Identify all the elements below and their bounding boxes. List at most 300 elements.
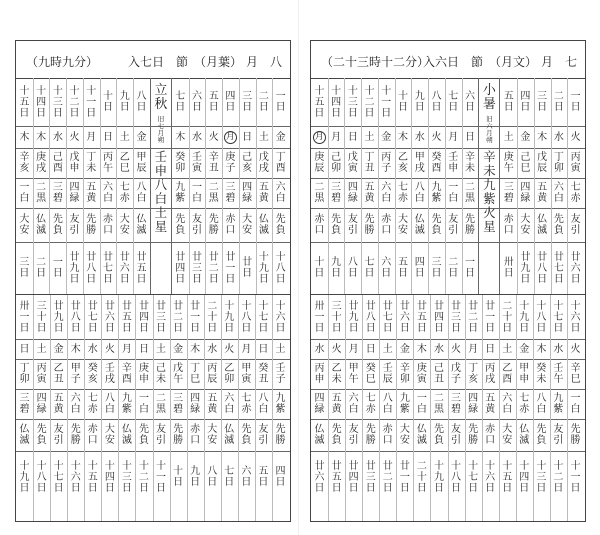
weekday-cell: 日	[242, 131, 253, 143]
rokuyo-cell: 赤 口	[382, 424, 393, 446]
weekday-cell: 水	[52, 131, 63, 143]
ganzhi-cell: 辛 巳	[570, 363, 581, 385]
star-cell: 二 黒	[36, 182, 47, 204]
day-column	[379, 295, 397, 521]
star-cell: 一 白	[138, 393, 149, 415]
rokuyo-cell: 仏 滅	[519, 424, 530, 446]
rokuyo-cell: 仏 滅	[314, 424, 325, 446]
lunar-date-cell: 三 日	[19, 257, 30, 279]
star-cell: 五 黄	[485, 393, 496, 415]
rokuyo-cell: 友 引	[570, 214, 581, 236]
weekday-cell: 木	[398, 131, 409, 143]
star-cell: 八 白	[382, 393, 393, 415]
star-cell: 七 赤	[398, 182, 409, 204]
ganzhi-cell: 丁 卯	[553, 152, 564, 174]
ganzhi-cell: 壬 申	[448, 152, 459, 174]
weekday-cell: 火	[431, 131, 442, 143]
star-cell: 九 紫	[399, 393, 410, 415]
star-cell: 六 白	[70, 393, 81, 415]
lunar-date-cell: 七 日	[224, 466, 235, 488]
lunar-date-cell: 八 日	[347, 257, 358, 279]
day-column	[83, 78, 101, 294]
star-cell: 一 白	[416, 393, 427, 415]
star-cell: 九 紫	[431, 182, 442, 204]
entry-time-detail: （九時九分）	[26, 55, 99, 69]
date-cell: 廿 八 日	[70, 300, 81, 334]
rokuyo-cell: 先 負	[536, 424, 547, 446]
lunar-date-cell: 廿 四 日	[348, 460, 359, 494]
weekday-cell: 火	[451, 343, 462, 355]
solar-term-name: 小 暑	[482, 83, 496, 112]
rokuyo-cell: 先 負	[138, 424, 149, 446]
weekday-cell: 日	[464, 131, 475, 143]
weekday-cell: 日	[365, 343, 376, 355]
rokuyo-cell: 赤 口	[381, 214, 392, 236]
lunar-date-cell: 十 三 日	[536, 460, 547, 494]
rokuyo-cell: 仏 滅	[224, 424, 235, 446]
setsu-label: 節	[471, 55, 484, 69]
date-cell: 廿 九 日	[348, 300, 359, 334]
ganzhi-cell: 乙 亥	[398, 152, 409, 174]
rokuyo-cell: 仏 滅	[258, 214, 269, 236]
rokuyo-cell: 先 負	[241, 424, 252, 446]
star-cell: 七 赤	[119, 182, 130, 204]
day-column	[567, 295, 584, 521]
day-column	[411, 78, 429, 294]
date-cell: 廿 六 日	[399, 300, 410, 334]
rokuyo-cell: 先 負	[553, 214, 564, 236]
day-column	[272, 295, 289, 521]
rokuyo-cell: 赤 口	[190, 424, 201, 446]
weekday-cell: 火	[570, 131, 581, 143]
ganzhi-cell: 丁 未	[86, 152, 97, 174]
lunar-date-cell: 廿 六 日	[570, 251, 581, 285]
page-header	[16, 41, 290, 79]
star-cell: 八 白	[104, 393, 115, 415]
star-cell: 四 緑	[468, 393, 479, 415]
lunar-date-cell: 廿 七 日	[103, 251, 114, 285]
rokuyo-cell: 大 安	[520, 214, 531, 236]
lunar-date-cell: 十 六 日	[70, 460, 81, 494]
rokuyo-cell: 赤 口	[314, 214, 325, 236]
lunar-date-cell: 十 七 日	[468, 460, 479, 494]
star-cell: 一 白	[191, 182, 202, 204]
ganzhi-cell: 壬 子	[275, 363, 286, 385]
star-cell: 四 緑	[242, 182, 253, 204]
rokuyo-cell: 友 引	[348, 424, 359, 446]
rokuyo-cell: 先 負	[433, 424, 444, 446]
star-cell: 七 赤	[519, 393, 530, 415]
date-cell: 廿 五 日	[416, 300, 427, 334]
day-column	[33, 295, 51, 521]
star-cell: 五 黄	[537, 182, 548, 204]
date-cell: 十 六 日	[275, 300, 286, 334]
ganzhi-cell: 甲 午	[348, 363, 359, 385]
ganzhi-cell: 甲 戌	[414, 152, 425, 174]
ganzhi-cell: 庚 寅	[416, 363, 427, 385]
weekday-cell: 金	[136, 131, 147, 143]
day-column	[133, 78, 151, 294]
date-cell: 六 日	[191, 91, 202, 113]
day-column	[328, 78, 346, 294]
rokuyo-cell: 友 引	[553, 424, 564, 446]
weekday-cell: 水	[207, 343, 218, 355]
date-cell: 一 日	[570, 91, 581, 113]
day-column	[221, 295, 239, 521]
lunar-date-cell: 一 日	[52, 257, 63, 279]
star-cell: 六 白	[224, 393, 235, 415]
lunar-date-cell: 十 八 日	[36, 460, 47, 494]
day-column	[256, 78, 274, 294]
rokuyo-cell: 赤 口	[103, 214, 114, 236]
star-cell: 四 緑	[347, 182, 358, 204]
star-cell: 九 紫	[275, 393, 286, 415]
month-ganzhi-star: 辛 未 九 紫 火 星	[483, 149, 496, 234]
weekday-cell: 土	[275, 343, 286, 355]
ganzhi-cell: 乙 酉	[502, 363, 513, 385]
weekday-cell: 土	[382, 343, 393, 355]
date-cell: 廿 三 日	[451, 300, 462, 334]
date-cell: 十 五 日	[19, 85, 30, 119]
ganzhi-cell: 丁 巳	[190, 363, 201, 385]
ganzhi-cell: 壬 辰	[382, 363, 393, 385]
ganzhi-cell: 戊 戌	[258, 152, 269, 174]
star-cell: 八 白	[536, 393, 547, 415]
rokuyo-cell: 先 負	[175, 214, 186, 236]
entry-time-detail: （二十三時十二分）	[321, 55, 430, 69]
day-column	[67, 295, 85, 521]
star-cell: 五 黄	[331, 393, 342, 415]
ganzhi-cell: 癸 丑	[258, 363, 269, 385]
lunar-date-cell: 五 日	[258, 466, 269, 488]
solar-term-column	[478, 78, 500, 294]
star-cell: 六 白	[348, 393, 359, 415]
weekday-cell: 金	[275, 131, 286, 143]
rokuyo-cell: 先 勝	[570, 424, 581, 446]
weekday-cell: 月	[348, 343, 359, 355]
lunar-date-cell: 七 日	[364, 257, 375, 279]
ganzhi-cell: 乙 丑	[53, 363, 64, 385]
lunar-date-cell: 十 八 日	[451, 460, 462, 494]
second-half-block	[16, 294, 290, 521]
lunar-date-cell: 九 日	[190, 466, 201, 488]
first-half-block	[16, 78, 290, 294]
calendar-page-august	[15, 40, 291, 522]
rokuyo-cell: 仏 滅	[19, 424, 30, 446]
ganzhi-cell: 戊 辰	[537, 152, 548, 174]
day-column	[533, 295, 551, 521]
lunar-date-cell: 一 日	[464, 257, 475, 279]
lunar-date-cell: 十 七 日	[53, 460, 64, 494]
star-cell: 七 赤	[241, 393, 252, 415]
lunar-date-cell: 六 日	[241, 466, 252, 488]
day-column	[482, 295, 500, 521]
day-column	[361, 78, 379, 294]
lunar-date-cell: 十 九 日	[433, 460, 444, 494]
weekday-cell: 水	[433, 343, 444, 355]
date-cell: 十 五 日	[314, 85, 325, 119]
rokuyo-cell: 先 負	[331, 424, 342, 446]
date-cell: 廿 九 日	[53, 300, 64, 334]
lunar-date-cell: 八 日	[207, 466, 218, 488]
day-column	[430, 295, 448, 521]
star-cell: 五 黄	[364, 182, 375, 204]
day-column	[205, 78, 223, 294]
rokuyo-cell: 仏 滅	[416, 424, 427, 446]
star-cell: 七 赤	[570, 182, 581, 204]
weekday-cell: 月	[448, 131, 459, 143]
star-cell: 六 白	[502, 393, 513, 415]
date-cell: 廿 七 日	[382, 300, 393, 334]
lunar-date-cell: 十 五 日	[87, 460, 98, 494]
star-cell: 二 黒	[156, 393, 167, 415]
day-column	[16, 78, 34, 294]
setsu-label: 節	[176, 55, 189, 69]
weekday-cell: 月	[86, 131, 97, 143]
rokuyo-cell: 先 勝	[275, 424, 286, 446]
star-cell: 六 白	[553, 182, 564, 204]
star-cell: 八 白	[414, 182, 425, 204]
star-cell: 九 紫	[121, 393, 132, 415]
weekday-cell: 日	[485, 343, 496, 355]
day-column	[517, 78, 535, 294]
ganzhi-cell: 甲 寅	[241, 363, 252, 385]
star-cell: 四 緑	[190, 393, 201, 415]
rokuyo-cell: 先 負	[331, 214, 342, 236]
day-column	[378, 78, 396, 294]
ganzhi-cell: 癸 未	[536, 363, 547, 385]
day-column	[204, 295, 222, 521]
entry-day: 入六日	[423, 55, 460, 69]
date-cell: 卅 一 日	[19, 300, 30, 334]
rokuyo-cell: 仏 滅	[414, 214, 425, 236]
star-cell: 五 黄	[53, 393, 64, 415]
ganzhi-cell: 己 未	[156, 363, 167, 385]
day-column	[100, 78, 118, 294]
star-cell: 二 黒	[208, 182, 219, 204]
ganzhi-cell: 甲 子	[70, 363, 81, 385]
ganzhi-cell: 丁 酉	[275, 152, 286, 174]
date-cell: 二 十 日	[502, 300, 513, 334]
lunar-date-cell: 廿 一 日	[225, 251, 236, 285]
date-cell: 廿 四 日	[433, 300, 444, 334]
rokuyo-cell: 先 負	[36, 424, 47, 446]
weekday-cell: 水	[553, 131, 564, 143]
rokuyo-cell: 友 引	[53, 424, 64, 446]
day-column	[101, 295, 119, 521]
star-cell: 三 碧	[451, 393, 462, 415]
lunar-date-cell: 九 日	[331, 257, 342, 279]
ganzhi-cell: 乙 未	[331, 363, 342, 385]
rokuyo-cell: 大 安	[242, 214, 253, 236]
day-column	[84, 295, 102, 521]
date-cell: 二 日	[553, 91, 564, 113]
weekday-cell: 木	[70, 343, 81, 355]
weekday-cell: 水	[191, 131, 202, 143]
ganzhi-cell: 辛 未	[464, 152, 475, 174]
ganzhi-cell: 丙 午	[103, 152, 114, 174]
weekday-cell: 土	[119, 131, 130, 143]
rokuyo-cell: 大 安	[502, 424, 513, 446]
date-cell: 廿 一 日	[190, 300, 201, 334]
star-cell: 六 白	[275, 182, 286, 204]
date-cell: 十 一 日	[86, 85, 97, 119]
lunar-date-cell: 廿 九 日	[520, 251, 531, 285]
month-label: 月	[246, 55, 259, 69]
lunar-date-cell: 二 日	[36, 257, 47, 279]
date-cell: 十 二 日	[364, 85, 375, 119]
weekday-cell: 火	[224, 343, 235, 355]
day-column	[66, 78, 84, 294]
date-cell: 十 一 日	[381, 85, 392, 119]
rokuyo-cell: 仏 滅	[121, 424, 132, 446]
ganzhi-cell: 甲 申	[519, 363, 530, 385]
lunar-date-cell: 十 日	[173, 466, 184, 488]
month-number: 八	[270, 55, 283, 69]
day-column	[135, 295, 153, 521]
star-cell: 二 黒	[464, 182, 475, 204]
weekday-cell: 日	[103, 131, 114, 143]
weekday-cell: 土	[364, 131, 375, 143]
date-cell: 十 日	[103, 91, 114, 113]
ganzhi-cell: 丁 卯	[19, 363, 30, 385]
rokuyo-cell: 友 引	[448, 214, 459, 236]
star-cell: 六 白	[381, 182, 392, 204]
solar-term-name: 立 秋	[154, 83, 168, 112]
ganzhi-cell: 乙 卯	[224, 363, 235, 385]
lunar-date-cell: 十 九 日	[258, 251, 269, 285]
rokuyo-cell: 大 安	[119, 214, 130, 236]
ganzhi-cell: 辛 丑	[208, 152, 219, 174]
ganzhi-cell: 庚 戌	[36, 152, 47, 174]
date-cell: 五 日	[208, 91, 219, 113]
weekday-cell: 火	[570, 343, 581, 355]
day-column	[49, 78, 67, 294]
ganzhi-cell: 癸 亥	[87, 363, 98, 385]
month-yomi: （月文）	[489, 55, 538, 69]
date-cell: 十 四 日	[36, 85, 47, 119]
rokuyo-cell: 大 安	[399, 424, 410, 446]
ganzhi-cell: 丁 亥	[468, 363, 479, 385]
ganzhi-cell: 壬 戌	[104, 363, 115, 385]
date-cell: 廿 二 日	[468, 300, 479, 334]
lunar-date-cell: 十 二 日	[138, 460, 149, 494]
day-grid	[16, 78, 290, 521]
weekday-cell: 土	[156, 343, 167, 355]
day-column	[255, 295, 273, 521]
weekday-cell: 火	[331, 343, 342, 355]
rokuyo-cell: 先 勝	[365, 424, 376, 446]
month-label: 月	[541, 55, 554, 69]
weekday-cell: 木	[537, 131, 548, 143]
calendar-page-july	[310, 40, 586, 522]
rokuyo-cell: 赤 口	[225, 214, 236, 236]
star-cell: 五 黄	[86, 182, 97, 204]
date-cell: 四 日	[520, 91, 531, 113]
ganzhi-cell: 壬 寅	[191, 152, 202, 174]
day-column	[345, 295, 363, 521]
star-cell: 五 黄	[207, 393, 218, 415]
ganzhi-cell: 庚 午	[503, 152, 514, 174]
lunar-date-cell: 廿 七 日	[553, 251, 564, 285]
ganzhi-cell: 庚 辰	[314, 152, 325, 174]
ganzhi-cell: 庚 申	[138, 363, 149, 385]
ganzhi-cell: 癸 酉	[431, 152, 442, 174]
day-column	[116, 78, 134, 294]
star-cell: 七 赤	[365, 393, 376, 415]
ganzhi-cell: 己 巳	[520, 152, 531, 174]
rokuyo-cell: 友 引	[69, 214, 80, 236]
weekday-cell: 火	[208, 131, 219, 143]
star-cell: 一 白	[570, 393, 581, 415]
rokuyo-cell: 赤 口	[503, 214, 514, 236]
date-cell: 卅 一 日	[314, 300, 325, 334]
date-cell: 十 七 日	[258, 300, 269, 334]
star-cell: 三 碧	[503, 182, 514, 204]
star-cell: 八 白	[258, 393, 269, 415]
day-column	[534, 78, 552, 294]
star-cell: 四 緑	[36, 393, 47, 415]
lunar-date-cell: 十 五 日	[502, 460, 513, 494]
lunar-month-start: 旧 六 月 朔	[486, 115, 493, 144]
lunar-date-cell: 二 十 日	[416, 460, 427, 494]
day-column	[33, 78, 51, 294]
date-cell: 廿 三 日	[156, 300, 167, 334]
lunar-date-cell: 廿 九 日	[69, 251, 80, 285]
date-cell: 七 日	[448, 91, 459, 113]
lunar-date-cell: 廿 二 日	[382, 460, 393, 494]
star-cell: 八 白	[136, 182, 147, 204]
day-column	[395, 78, 413, 294]
ganzhi-cell: 丙 寅	[36, 363, 47, 385]
month-ganzhi-star: 壬 申 八 白 土 星	[154, 149, 168, 234]
weekday-cell: 水	[314, 343, 325, 355]
ganzhi-cell: 庚 子	[225, 152, 236, 174]
date-cell: 三 十 日	[36, 300, 47, 334]
lunar-date-cell: 廿 三 日	[365, 460, 376, 494]
star-cell: 五 黄	[258, 182, 269, 204]
lunar-date-cell: 廿 日	[242, 257, 253, 279]
lunar-date-cell: 廿 六 日	[314, 460, 325, 494]
rokuyo-cell: 先 負	[275, 214, 286, 236]
ganzhi-cell: 丙 辰	[207, 363, 218, 385]
rokuyo-cell: 大 安	[398, 214, 409, 236]
lunar-date-cell: 廿 三 日	[191, 251, 202, 285]
date-cell: 三 日	[242, 91, 253, 113]
lunar-date-cell: 廿 五 日	[331, 460, 342, 494]
day-column	[170, 295, 188, 521]
rokuyo-cell: 赤 口	[485, 424, 496, 446]
ganzhi-cell: 己 丑	[433, 363, 444, 385]
weekday-cell: 日	[19, 343, 30, 355]
rokuyo-cell: 先 勝	[173, 424, 184, 446]
day-column	[272, 78, 289, 294]
star-cell: 一 白	[19, 182, 30, 204]
weekday-cell: 木	[416, 343, 427, 355]
rokuyo-cell: 大 安	[19, 214, 30, 236]
weekday-cell: 火	[69, 131, 80, 143]
ganzhi-cell: 癸 巳	[365, 363, 376, 385]
star-cell: 三 碧	[19, 393, 30, 415]
date-cell: 廿 七 日	[87, 300, 98, 334]
star-cell: 四 緑	[69, 182, 80, 204]
day-column	[311, 78, 329, 294]
lunar-date-cell: 十 四 日	[104, 460, 115, 494]
star-cell: 二 黒	[314, 182, 325, 204]
lunar-date-cell: 廿 八 日	[86, 251, 97, 285]
date-cell: 四 日	[225, 91, 236, 113]
weekday-cell: 火	[104, 343, 115, 355]
